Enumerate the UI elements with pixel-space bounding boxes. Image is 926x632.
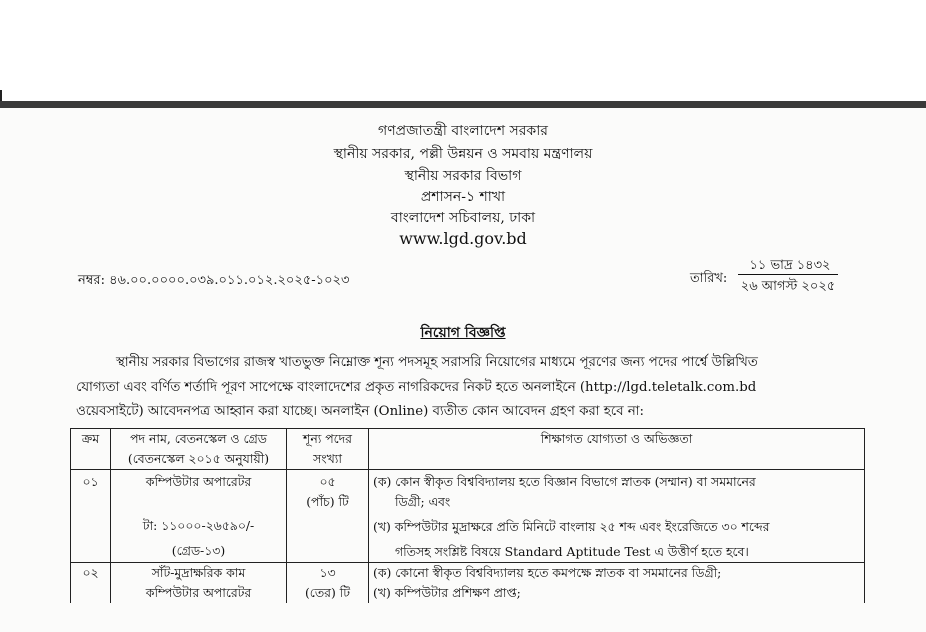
header-branch: প্রশাসন-১ শাখা xyxy=(420,189,506,205)
row-serial: ০২ xyxy=(71,563,111,604)
qualification-b: (খ) কম্পিউটার প্রশিক্ষণ প্রাপ্ত; xyxy=(373,585,521,600)
post-grade: (গ্রেড-১৩) xyxy=(171,543,226,558)
qualification-b-cont: গতিসহ সংশ্লিষ্ট বিষয়ে Standard Aptitude Test এ উত্তীর্ণ হতে হবে। xyxy=(395,544,749,559)
post-pay-scale: টা: ১১০০০-২৬৫৯০/- xyxy=(142,518,255,533)
header-government: গণপ্রজাতন্ত্রী বাংলাদেশ সরকার xyxy=(378,123,548,139)
date-label: তারিখ: xyxy=(690,271,728,286)
table-row xyxy=(71,470,865,563)
intro-line-3: ওয়েবসাইটে) আবেদনপত্র আহ্বান করা যাচ্ছে। অনলাইন (Online) ব্যতীত কোন আবেদন গ্রহণ করা হবে না: xyxy=(76,404,644,419)
header-vacancy xyxy=(287,429,369,470)
row-qualification xyxy=(369,563,865,604)
date-divider xyxy=(738,274,838,275)
post-name: কম্পিউটার অপারেটর xyxy=(145,474,252,489)
qualification-a-cont: ডিগ্রী; এবং xyxy=(395,494,451,509)
notice-title-text: নিয়োগ বিজ্ঞপ্তি xyxy=(420,325,506,341)
notice-title xyxy=(0,321,926,345)
table-row xyxy=(71,563,865,604)
qualification-a: (ক) কোনো স্বীকৃত বিশ্ববিদ্যালয় হতে কমপক্ষে স্নাতক বা সমমানের ডিগ্রী; xyxy=(373,565,722,580)
memo-number: নম্বর: ৪৬.০০.০০০০.০৩৯.০১১.০১২.২০২৫-১০২৩ xyxy=(78,273,350,288)
header-secretariat: বাংলাদেশ সচিবালয়, ঢাকা xyxy=(390,210,536,226)
header-division: স্থানীয় সরকার বিভাগ xyxy=(404,168,522,184)
vacancy-words: (পাঁচ) টি xyxy=(306,494,349,509)
header-post-line1: পদ নাম, বেতনস্কেল ও গ্রেড xyxy=(130,431,267,446)
header-vacancy-line2: সংখ্যা xyxy=(313,451,342,466)
row-serial: ০১ xyxy=(71,470,111,563)
row-vacancy xyxy=(287,470,369,563)
post-name-cont: কম্পিউটার অপারেটর xyxy=(145,585,252,600)
vacancy-count: ০৫ xyxy=(319,474,336,489)
row-vacancy xyxy=(287,563,369,604)
table-header-row xyxy=(71,429,865,470)
row-post xyxy=(111,470,287,563)
date-gregorian: ২৬ আগস্ট ২০২৫ xyxy=(740,279,836,294)
vacancy-table xyxy=(70,428,865,603)
vacancy-words: (তের) টি xyxy=(304,585,351,600)
header-ministry: স্থানীয় সরকার, পল্লী উন্নয়ন ও সমবায় মন্ত্রণালয় xyxy=(333,146,593,162)
intro-line-2: যোগ্যতা এবং বর্ণিত শর্তাদি পূরণ সাপেক্ষে বাংলাদেশের প্রকৃত নাগরিকদের নিকট হতে অনলাইনে (http://lgd.teletalk.com.bd xyxy=(76,380,757,395)
vacancy-count: ১৩ xyxy=(319,565,336,580)
intro-line-1: স্থানীয় সরকার বিভাগের রাজস্ব খাতভুক্ত নিম্নোক্ত শূন্য পদসমূহ সরাসরি নিয়োগের মাধ্যমে পূরণের জন্য পদের পার্শ্বে উল্লিখিত xyxy=(116,355,758,370)
viewer-top-border xyxy=(0,101,926,108)
row-post xyxy=(111,563,287,604)
header-vacancy-line1: শূন্য পদের xyxy=(303,431,352,446)
header-website: www.lgd.gov.bd xyxy=(399,229,527,248)
header-post xyxy=(111,429,287,470)
row-qualification xyxy=(369,470,865,563)
post-spacer xyxy=(115,492,282,516)
header-serial: ক্রম xyxy=(71,429,111,470)
header-qualification: শিক্ষাগত যোগ্যতা ও অভিজ্ঞতা xyxy=(369,429,865,470)
window-edge xyxy=(0,90,2,101)
date-bangla: ১১ ভাদ্র ১৪৩২ xyxy=(749,258,831,273)
header-post-line2: (বেতনস্কেল ২০১৫ অনুযায়ী) xyxy=(127,451,270,466)
post-name: সাঁট-মুদ্রাক্ষরিক কাম xyxy=(151,565,246,580)
qualification-b: (খ) কম্পিউটার মুদ্রাক্ষরে প্রতি মিনিটে বাংলায় ২৫ শব্দ এবং ইংরেজিতে ৩০ শব্দের xyxy=(373,519,770,534)
qualification-a: (ক) কোন স্বীকৃত বিশ্ববিদ্যালয় হতে বিজ্ঞান বিভাগে স্নাতক (সম্মান) বা সমমানের xyxy=(373,474,756,489)
